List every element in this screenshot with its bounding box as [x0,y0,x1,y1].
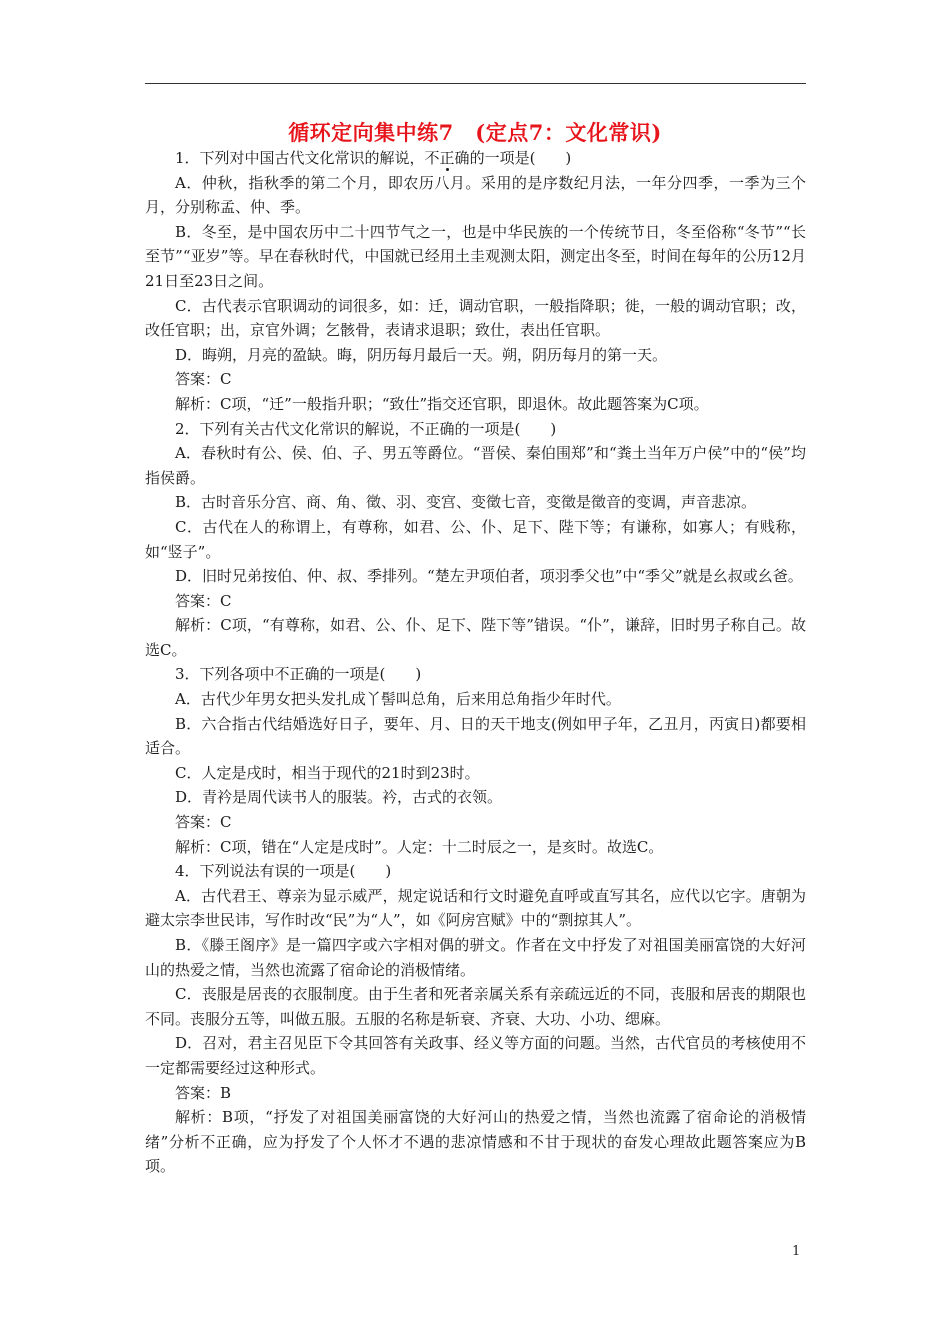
page-title: 循环定向集中练7 (定点7：文化常识) [288,120,662,145]
q2-option-c: C．古代在人的称谓上，有尊称，如君、公、仆、足下、陛下等；有谦称，如寡人；有贱称，如“竖子”。 [145,517,806,561]
header-rule [145,83,806,84]
q3-explanation: 解析：C项，错在“人定是戌时”。人定：十二时辰之一，是亥时。故选C。 [175,837,664,856]
q3-option-d: D．青衿是周代读书人的服装。衿，古式的衣领。 [175,788,503,807]
q2-option-d: D．旧时兄弟按伯、仲、叔、季排列。“楚左尹项伯者，项羽季父也”中“季父”就是幺叔或幺爸。 [175,567,803,586]
q1-option-c: C．古代表示官职调动的词很多，如：迁，调动官职，一般指降职；徙，一般的调动官职；改，改任官职；出，京官外调；乞骸骨，表请求退职；致仕，表出任官职。 [145,296,806,340]
q2-answer: 答案：C [175,591,232,610]
q4-option-d: D．召对，君主召见臣下令其回答有关政事、经义等方面的问题。当然，古代官员的考核使用不一定都需要经过这种形式。 [145,1034,806,1077]
q4-answer: 答案：B [175,1083,232,1102]
q3-option-b: B．六合指古代结婚选好日子，要年、月、日的天干地支(例如甲子年，乙丑月，丙寅日)都要相适合。 [145,714,806,758]
q2-explanation: 解析：C项，“有尊称，如君、公、仆、足下、陛下等”错误。“仆”，谦辞，旧时男子称自己。故选C。 [145,616,806,659]
question-3: 3．下列各项中不正确的一项是( ) [175,665,422,684]
q1-explanation: 解析：C项，“迁”一般指升职；“致仕”指交还官职，即退休。故此题答案为C项。 [175,394,709,413]
q1-option-a: A．仲秋，指秋季的第二个月，即农历八月。采用的是序数纪月法，一年分四季，一季为三个月，分别称孟、仲、季。 [145,173,806,217]
q3-option-c: C．人定是戌时，相当于现代的21时到23时。 [175,763,480,782]
page-number: 1 [792,1244,801,1259]
q4-explanation: 解析：B项，“抒发了对祖国美丽富饶的大好河山的热爱之情，当然也流露了宿命论的消极情绪”分析不正确，应为抒发了个人怀才不遇的悲凉情感和不甘于现状的奋发心理故此题答案应为B项。 [145,1108,806,1176]
q4-option-a: A．古代君王、尊亲为显示威严，规定说话和行文时避免直呼或直写其名，应代以它字。唐朝为避太宗李世民讳，写作时改“民”为“人”，如《阿房宫赋》中的“剽掠其人”。 [145,886,806,930]
question-2: 2．下列有关古代文化常识的解说，不正确的一项是( ) [175,419,557,438]
q4-option-c: C．丧服是居丧的衣服制度。由于生者和死者亲属关系有亲疏远近的不同，丧服和居丧的期限也不同。丧服分五等，叫做五服。五服的名称是斩衰、齐衰、大功、小功、缌麻。 [145,985,806,1028]
q2-option-a: A．春秋时有公、侯、伯、子、男五等爵位。“晋侯、秦伯围郑”和“粪土当年万户侯”中的“侯”均指侯爵。 [145,444,806,487]
document-body [145,146,806,1179]
q1-stem-start: 1．下列对中国古代文化常识的解说， [175,149,425,167]
q3-answer: 答案：C [175,813,232,832]
q1-answer: 答案：C [175,370,232,389]
q1-option-b: B．冬至，是中国农历中二十四节气之一，也是中华民族的一个传统节日，冬至俗称“冬节”“长至节”“亚岁”等。早在春秋时代，中国就已经用土圭观测太阳，测定出冬至，时间在每年的公历12月21日至23日之间。 [145,222,806,290]
q1-option-d: D．晦朔，月亮的盈缺。晦，阴历每月最后一天。朔，阴历每月的第一天。 [175,345,668,364]
q3-option-a: A．古代少年男女把头发扎成丫髻叫总角，后来用总角指少年时代。 [175,690,621,709]
q1-stem-end: 的一项是( ) [469,149,572,167]
question-1 [145,146,806,171]
q2-option-b: B．古时音乐分宫、商、角、徵、羽、变宫、变徵七音，变徵是徵音的变调，声音悲凉。 [175,493,757,512]
question-4: 4．下列说法有误的一项是( ) [175,862,392,881]
q1-emphasis: 不正确 [424,149,470,167]
q4-option-b: B．《滕王阁序》是一篇四字或六字相对偶的骈文。作者在文中抒发了对祖国美丽富饶的大好河山的热爱之情，当然也流露了宿命论的消极情绪。 [145,936,806,979]
